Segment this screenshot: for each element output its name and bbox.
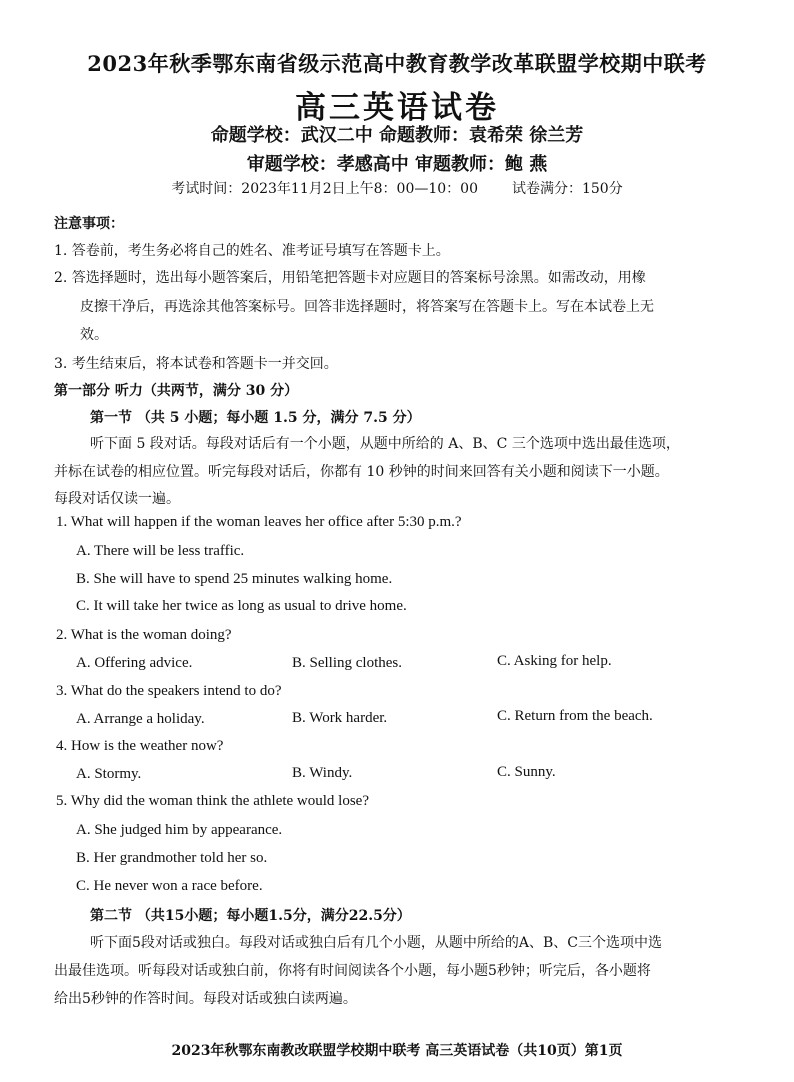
note-item-2-end: 效。 bbox=[80, 327, 108, 343]
section2-heading: 第二节 （共15小题；每小题1.5分，满分22.5分） bbox=[90, 908, 411, 924]
exam-time: 考试时间：2023年11月2日上午8：00—10：00 bbox=[171, 181, 478, 197]
q3-option-b: B. Work harder. bbox=[292, 710, 388, 726]
q1-option-a: A. There will be less traffic. bbox=[76, 543, 245, 559]
section1-instructions: 听下面 5 段对话。每段对话后有一个小题，从题中所给的 A、B、C 三个选项中选出最佳选项， bbox=[90, 436, 680, 452]
question-4: 4. How is the weather now? bbox=[56, 738, 224, 754]
note-item-1: 1. 答卷前，考生务必将自己的姓名、准考证号填写在答题卡上。 bbox=[54, 243, 450, 259]
q3-option-c: C. Return from the beach. bbox=[497, 708, 653, 724]
q2-option-c: C. Asking for help. bbox=[497, 653, 612, 669]
q2-option-b: B. Selling clothes. bbox=[292, 655, 402, 671]
note-item-3: 3. 考生结束后，将本试卷和答题卡一并交回。 bbox=[54, 356, 338, 372]
exam-title: 2023年秋季鄂东南省级示范高中教育教学改革联盟学校期中联考 bbox=[87, 51, 707, 76]
q2-option-a: A. Offering advice. bbox=[76, 655, 193, 671]
q4-option-b: B. Windy. bbox=[292, 765, 353, 781]
part1-heading: 第一部分 听力（共两节，满分 30 分） bbox=[54, 383, 299, 399]
question-1: 1. What will happen if the woman leaves her office after 5:30 p.m.? bbox=[56, 514, 462, 530]
full-score: 试卷满分：150分 bbox=[511, 181, 623, 197]
section1-instructions-cont: 并标在试卷的相应位置。听完每段对话后，你都有 10 秒钟的时间来回答有关小题和阅读下一小题。 bbox=[54, 464, 669, 480]
section2-instructions: 听下面5段对话或独白。每段对话或独白后有几个小题，从题中所给的A、B、C三个选项中选 bbox=[90, 935, 663, 951]
question-5: 5. Why did the woman think the athlete would lose? bbox=[56, 793, 369, 809]
q4-option-a: A. Stormy. bbox=[76, 766, 142, 782]
question-3: 3. What do the speakers intend to do? bbox=[56, 683, 282, 699]
section1-heading: 第一节 （共 5 小题；每小题 1.5 分，满分 7.5 分） bbox=[90, 410, 421, 426]
q1-option-b: B. She will have to spend 25 minutes walking home. bbox=[76, 571, 393, 587]
section2-instructions-end: 给出5秒钟的作答时间。每段对话或独白读两遍。 bbox=[54, 991, 357, 1007]
question-2: 2. What is the woman doing? bbox=[56, 627, 232, 643]
exam-info bbox=[0, 178, 794, 198]
note-item-2: 2. 答选择题时，选出每小题答案后，用铅笔把答题卡对应题目的答案标号涂黑。如需改动，用橡 bbox=[54, 270, 646, 286]
q5-option-b: B. Her grandmother told her so. bbox=[76, 850, 268, 866]
q5-option-a: A. She judged him by appearance. bbox=[76, 822, 283, 838]
q5-option-c: C. He never won a race before. bbox=[76, 878, 263, 894]
paper-title: 高三英语试卷 bbox=[295, 90, 499, 126]
q3-option-a: A. Arrange a holiday. bbox=[76, 711, 205, 727]
page-footer: 2023年秋鄂东南教改联盟学校期中联考 高三英语试卷（共10页）第1页 bbox=[171, 1043, 623, 1059]
proposer-line: 命题学校：武汉二中 命题教师：袁希荣 徐兰芳 bbox=[210, 125, 584, 146]
section1-instructions-end: 每段对话仅读一遍。 bbox=[54, 491, 180, 507]
reviewer-line: 审题学校：孝感高中 审题教师：鲍 燕 bbox=[246, 154, 548, 175]
q1-option-c: C. It will take her twice as long as usual to drive home. bbox=[76, 598, 407, 614]
section2-instructions-cont: 出最佳选项。听每段对话或独白前，你将有时间阅读各个小题，每小题5秒钟；听完后，各小题将 bbox=[54, 963, 651, 979]
notes-heading: 注意事项： bbox=[54, 216, 124, 232]
q4-option-c: C. Sunny. bbox=[497, 764, 556, 780]
note-item-2-cont: 皮擦干净后，再选涂其他答案标号。回答非选择题时，将答案写在答题卡上。写在本试卷上无 bbox=[80, 299, 654, 315]
